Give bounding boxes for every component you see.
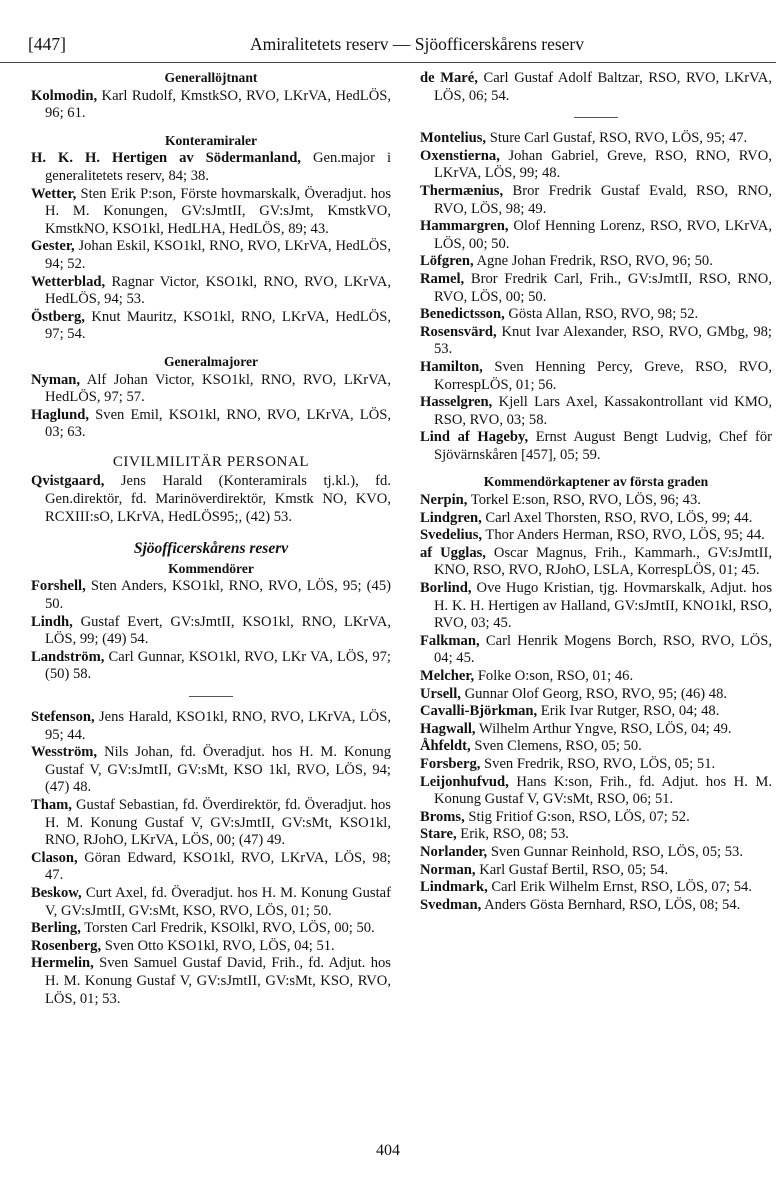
entry-surname: Lindh, [31, 613, 73, 630]
entry-surname: Rosensvärd, [420, 323, 497, 340]
entry-details: Jens Harald, KSO1kl, RNO, RVO, LKrVA, LÖS, 95; 44. [45, 709, 391, 743]
list-item [31, 920, 391, 938]
entry-details: Gustaf Sebastian, fd. Överdirektör, fd. Överadjut. hos H. M. Konung Gustaf V, GV:sJmtII, GV:sMt, KSO1kl, RNO, RJohO, LKrVA, LÖS, 00; (47) 49. [45, 796, 391, 849]
entry-details: Sten Erik P:son, Förste hovmarskalk, Överadjut. hos H. M. Konungen, GV:sJmtII, GV:sJmt, KmstkVO, KmstkNO, KSO1kl, HedLHA, HedLÖS, 89; 43. [45, 185, 391, 237]
heading-konteramiraler: Konteramiraler [164, 132, 258, 148]
entry-surname: Qvistgaard, [31, 473, 105, 490]
list-item [31, 407, 391, 442]
list-item [31, 186, 391, 239]
entry-surname: Clason, [31, 849, 78, 866]
list-item [31, 372, 391, 407]
entry-details: Kjell Lars Axel, Kassakontrollant vid KMO, RSO, RVO, 03; 58. [434, 394, 772, 428]
entry-details: Folke O:son, RSO, 01; 46. [474, 668, 634, 684]
header-page-number: [447] [28, 34, 66, 54]
entry-surname: Hammargren, [420, 218, 509, 235]
entry-surname: Svedman, [420, 896, 482, 913]
list-item [31, 88, 391, 123]
entry-details: Thor Anders Herman, RSO, RVO, LÖS, 95; 44. [482, 527, 765, 544]
entry-surname: Rosenberg, [31, 937, 102, 954]
list-item [420, 510, 772, 528]
entry-surname: Forshell, [31, 578, 86, 595]
entry-surname: Stare, [420, 826, 457, 843]
entry-surname: Ramel, [420, 270, 465, 287]
list-item [420, 897, 772, 915]
entry-details: Sven Gunnar Reinhold, RSO, LÖS, 05; 53. [487, 843, 743, 860]
entry-details: Sven Otto KSO1kl, RVO, LÖS, 04; 51. [101, 937, 335, 954]
list-item [420, 253, 772, 271]
list-item [420, 826, 772, 844]
entry-surname: Oxenstierna, [420, 147, 500, 164]
list-item [31, 578, 391, 613]
entry-details: Gustaf Evert, GV:sJmtII, KSO1kl, RNO, LKrVA, LÖS, 99; (49) 54. [45, 613, 391, 648]
entry-surname: Hasselgren, [420, 394, 493, 411]
list-generallojtnant [31, 88, 391, 123]
list-item [420, 429, 772, 464]
list-item [420, 580, 772, 633]
entry-surname: Lindgren, [420, 509, 482, 526]
heading-generalmajorer: Generalmajorer [163, 353, 259, 369]
entry-surname: Cavalli-Björkman, [420, 703, 538, 720]
list-item [420, 183, 772, 218]
entry-details: Ove Hugo Kristian, tjg. Hovmarskalk, Adjut. hos H. K. H. Hertigen av Halland, GV:sJmtII, KNO1kl, RSO, RVO, 03; 45. [434, 580, 772, 632]
entry-details: Olof Henning Lorenz, RSO, RVO, LKrVA, LÖS, 00; 50. [434, 218, 772, 252]
entry-surname: Hagwall, [420, 720, 476, 737]
list-item [420, 844, 772, 862]
separator-rule [574, 117, 618, 118]
list-item [420, 809, 772, 827]
entry-surname: Broms, [420, 808, 465, 825]
list-item [420, 527, 772, 545]
entry-surname: de Maré, [420, 70, 478, 86]
heading-civilmilitar: CIVILMILITÄR PERSONAL [112, 453, 310, 470]
entry-details: Torsten Carl Fredrik, KSOlkl, RVO, LÖS, 00; 50. [80, 920, 375, 937]
entry-details: Göran Edward, KSO1kl, RVO, LKrVA, LÖS, 98; 47. [45, 849, 391, 884]
entry-details: Erik Ivar Rutger, RSO, 04; 48. [537, 703, 720, 720]
entry-surname: Montelius, [420, 130, 487, 147]
entry-details: Hans K:son, Frih., fd. Adjut. hos H. M. Konung Gustaf V, GV:sMt, RSO, 06; 51. [434, 773, 772, 808]
entry-details: Johan Gabriel, Greve, RSO, RNO, RVO, LKrVA, LÖS, 99; 48. [434, 147, 772, 182]
list-generalmajorer [31, 372, 391, 442]
list-item [420, 492, 772, 510]
entry-details: Karl Gustaf Bertil, RSO, 05; 54. [475, 861, 669, 878]
entry-surname: Wetterblad, [31, 273, 106, 290]
list-item [31, 614, 391, 649]
list-item [420, 668, 772, 686]
entry-surname: Tham, [31, 796, 72, 813]
entry-details: Curt Axel, fd. Överadjut. hos H. M. Konung Gustaf V, GV:sJmtII, GV:sMt, KSO, RVO, LÖS, 01; 50. [45, 884, 391, 919]
entry-details: Karl Rudolf, KmstkSO, RVO, LKrVA, HedLÖS, 96; 61. [45, 87, 391, 122]
entry-details: Sven Samuel Gustaf David, Frih., fd. Adjut. hos H. M. Konung Gustaf V, GV:sJmtII, GV:sMt, KSO, RVO, LÖS, 01; 53. [45, 955, 391, 1007]
list-item [420, 774, 772, 809]
list-item [31, 797, 391, 850]
entry-details: Sture Carl Gustaf, RSO, RVO, LÖS, 95; 47. [486, 130, 748, 147]
list-right-main [420, 130, 772, 464]
entry-surname: Kolmodin, [31, 87, 98, 104]
entry-surname: Landström, [31, 648, 105, 665]
list-item [31, 885, 391, 920]
entry-details: Carl Erik Wilhelm Ernst, RSO, LÖS, 07; 54. [487, 879, 752, 896]
entry-details: Sven Clemens, RSO, 05; 50. [470, 738, 642, 755]
list-item [420, 703, 772, 721]
entry-details: Sven Henning Percy, Greve, RSO, RVO, KorrespLÖS, 01; 56. [434, 358, 772, 393]
list-item [31, 150, 391, 185]
entry-details: Carl Henrik Mogens Borch, RSO, RVO, LÖS, 04; 45. [434, 632, 772, 667]
entry-details: Bror Fredrik Carl, Frih., GV:sJmtII, RSO, RNO, RVO, LÖS, 00; 50. [434, 270, 772, 305]
entry-details: Knut Ivar Alexander, RSO, RVO, GMbg, 98; 53. [434, 323, 772, 358]
entry-surname: Lindmark, [420, 879, 488, 896]
entry-details: Wilhelm Arthur Yngve, RSO, LÖS, 04; 49. [475, 720, 732, 737]
list-kommendorer [31, 578, 391, 684]
entry-surname: Hamilton, [420, 358, 483, 375]
list-item [420, 738, 772, 756]
entry-details: Ernst August Bengt Ludvig, Chef för Sjövärnskåren [457], 05; 59. [434, 429, 772, 463]
heading-kommendorer: Kommendörer [168, 560, 254, 576]
list-item [420, 545, 772, 580]
entry-surname: Hermelin, [31, 955, 94, 972]
entry-details: Sven Fredrik, RSO, RVO, LÖS, 05; 51. [480, 755, 716, 772]
entry-surname: Falkman, [420, 632, 480, 649]
running-header [28, 34, 752, 58]
list-item [420, 756, 772, 774]
list-kommendorer-2 [31, 709, 391, 1008]
entry-surname: Borlind, [420, 580, 472, 597]
entry-details: Sven Emil, KSO1kl, RNO, RVO, LKrVA, LÖS, 03; 63. [45, 406, 391, 441]
list-item [31, 309, 391, 344]
entry-details: Agne Johan Fredrik, RSO, RVO, 96; 50. [473, 253, 713, 270]
entry-details: Anders Gösta Bernhard, RSO, LÖS, 08; 54. [481, 896, 741, 913]
entry-surname: Åhfeldt, [420, 738, 471, 755]
separator-rule [189, 696, 233, 697]
list-civilmilitar [31, 473, 391, 526]
entry-details: Carl Gunnar, KSO1kl, RVO, LKr VA, LÖS, 97; (50) 58. [45, 648, 391, 683]
heading-generallojtnant: Generallöjtnant [164, 70, 258, 85]
entry-surname: Ursell, [420, 685, 461, 702]
entry-surname: Haglund, [31, 406, 89, 423]
header-rule [0, 62, 776, 63]
entry-surname: Svedelius, [420, 527, 483, 544]
entry-surname: af Ugglas, [420, 544, 486, 561]
list-item [31, 955, 391, 1008]
list-item [31, 709, 391, 744]
entry-surname: Leijonhufvud, [420, 773, 509, 790]
entry-details: Carl Gustaf Adolf Baltzar, RSO, RVO, LKrVA, LÖS, 06; 54. [434, 70, 772, 104]
entry-details: Oscar Magnus, Frih., Kammarh., GV:sJmtII, KNO, RSO, RVO, RJohO, LSLA, KorrespLÖS, 01; 45. [434, 544, 772, 579]
entry-surname: Melcher, [420, 668, 475, 684]
list-item [31, 238, 391, 273]
list-item [420, 879, 772, 897]
header-title: Amiralitetets reserv — Sjöofficerskårens reserv [250, 34, 585, 54]
entry-details: Gösta Allan, RSO, RVO, 98; 52. [504, 306, 699, 323]
left-column [31, 66, 391, 1008]
entry-details: Sten Anders, KSO1kl, RNO, RVO, LÖS, 95; (45) 50. [45, 578, 391, 613]
list-item [420, 218, 772, 253]
list-item [420, 394, 772, 429]
entry-details: Gen.major i generalitetets reserv, 84; 38. [45, 150, 391, 184]
list-item [420, 271, 772, 306]
heading-kommendorkaptener: Kommendörkaptener av första graden [483, 474, 709, 490]
footer-page-number: 404 [376, 1142, 400, 1159]
entry-surname: Benedictsson, [420, 306, 505, 323]
list-item [420, 130, 772, 148]
list-item [420, 633, 772, 668]
entry-surname: Östberg, [31, 308, 85, 325]
list-item [420, 721, 772, 739]
list-item [420, 306, 772, 324]
list-item [420, 862, 772, 880]
entry-details: Alf Johan Victor, KSO1kl, RNO, RVO, LKrVA, HedLÖS, 97; 57. [45, 371, 391, 406]
entry-surname: Stefenson, [31, 709, 95, 725]
entry-surname: Wesström, [31, 744, 98, 761]
entry-surname: Nerpin, [420, 492, 468, 509]
list-item [420, 324, 772, 359]
list-item [31, 274, 391, 309]
entry-surname: Wetter, [31, 185, 77, 202]
entry-details: Torkel E:son, RSO, RVO, LÖS, 96; 43. [467, 492, 701, 509]
list-item [420, 359, 772, 394]
list-item [420, 686, 772, 704]
entry-details: Stig Fritiof G:son, RSO, LÖS, 07; 52. [464, 808, 690, 825]
list-kommendorkaptener [420, 492, 772, 914]
entry-details: Bror Fredrik Gustaf Evald, RSO, RNO, RVO, LÖS, 98; 49. [434, 182, 772, 217]
entry-details: Carl Axel Thorsten, RSO, RVO, LÖS, 99; 44. [481, 509, 753, 526]
entry-details: Erik, RSO, 08; 53. [456, 826, 569, 843]
list-right-top [420, 70, 772, 105]
entry-surname: Nyman, [31, 371, 81, 388]
entry-details: Gunnar Olof Georg, RSO, RVO, 95; (46) 48. [460, 685, 728, 702]
entry-details: Jens Harald (Konteramirals tj.kl.), fd. Gen.direktör, fd. Marinöverdirektör, Kmstk NO, KVO, RCXIII:sO, LKrVA, HedLÖS95;, (42) 53. [45, 473, 391, 525]
entry-details: Ragnar Victor, KSO1kl, RNO, RVO, LKrVA, HedLÖS, 94; 53. [45, 273, 391, 308]
list-item [420, 148, 772, 183]
entry-surname: Beskow, [31, 884, 82, 901]
entry-details: Johan Eskil, KSO1kl, RNO, RVO, LKrVA, HedLÖS, 94; 52. [45, 238, 391, 272]
section-title: Sjöofficerskårens reserv [133, 540, 289, 558]
list-item [31, 473, 391, 526]
list-item [31, 938, 391, 956]
list-konteramiraler [31, 150, 391, 344]
entry-surname: Gester, [31, 238, 75, 255]
entry-surname: H. K. H. Hertigen av Södermanland, [31, 150, 301, 167]
entry-surname: Löfgren, [420, 253, 474, 270]
entry-details: Knut Mauritz, KSO1kl, RNO, LKrVA, HedLÖS, 97; 54. [45, 308, 391, 343]
list-item [31, 850, 391, 885]
entry-surname: Thermænius, [420, 182, 504, 199]
entry-surname: Norlander, [420, 843, 488, 860]
entry-details: Nils Johan, fd. Överadjut. hos H. M. Konung Gustaf V, GV:sJmtII, GV:sMt, KSO 1kl, RVO, LÖS, 94; (47) 48. [45, 744, 391, 796]
right-column [420, 66, 772, 914]
entry-surname: Lind af Hageby, [420, 429, 529, 446]
list-item [31, 744, 391, 797]
list-item [420, 70, 772, 105]
list-item [31, 649, 391, 684]
entry-surname: Forsberg, [420, 755, 481, 772]
entry-surname: Norman, [420, 861, 476, 878]
entry-surname: Berling, [31, 920, 81, 937]
